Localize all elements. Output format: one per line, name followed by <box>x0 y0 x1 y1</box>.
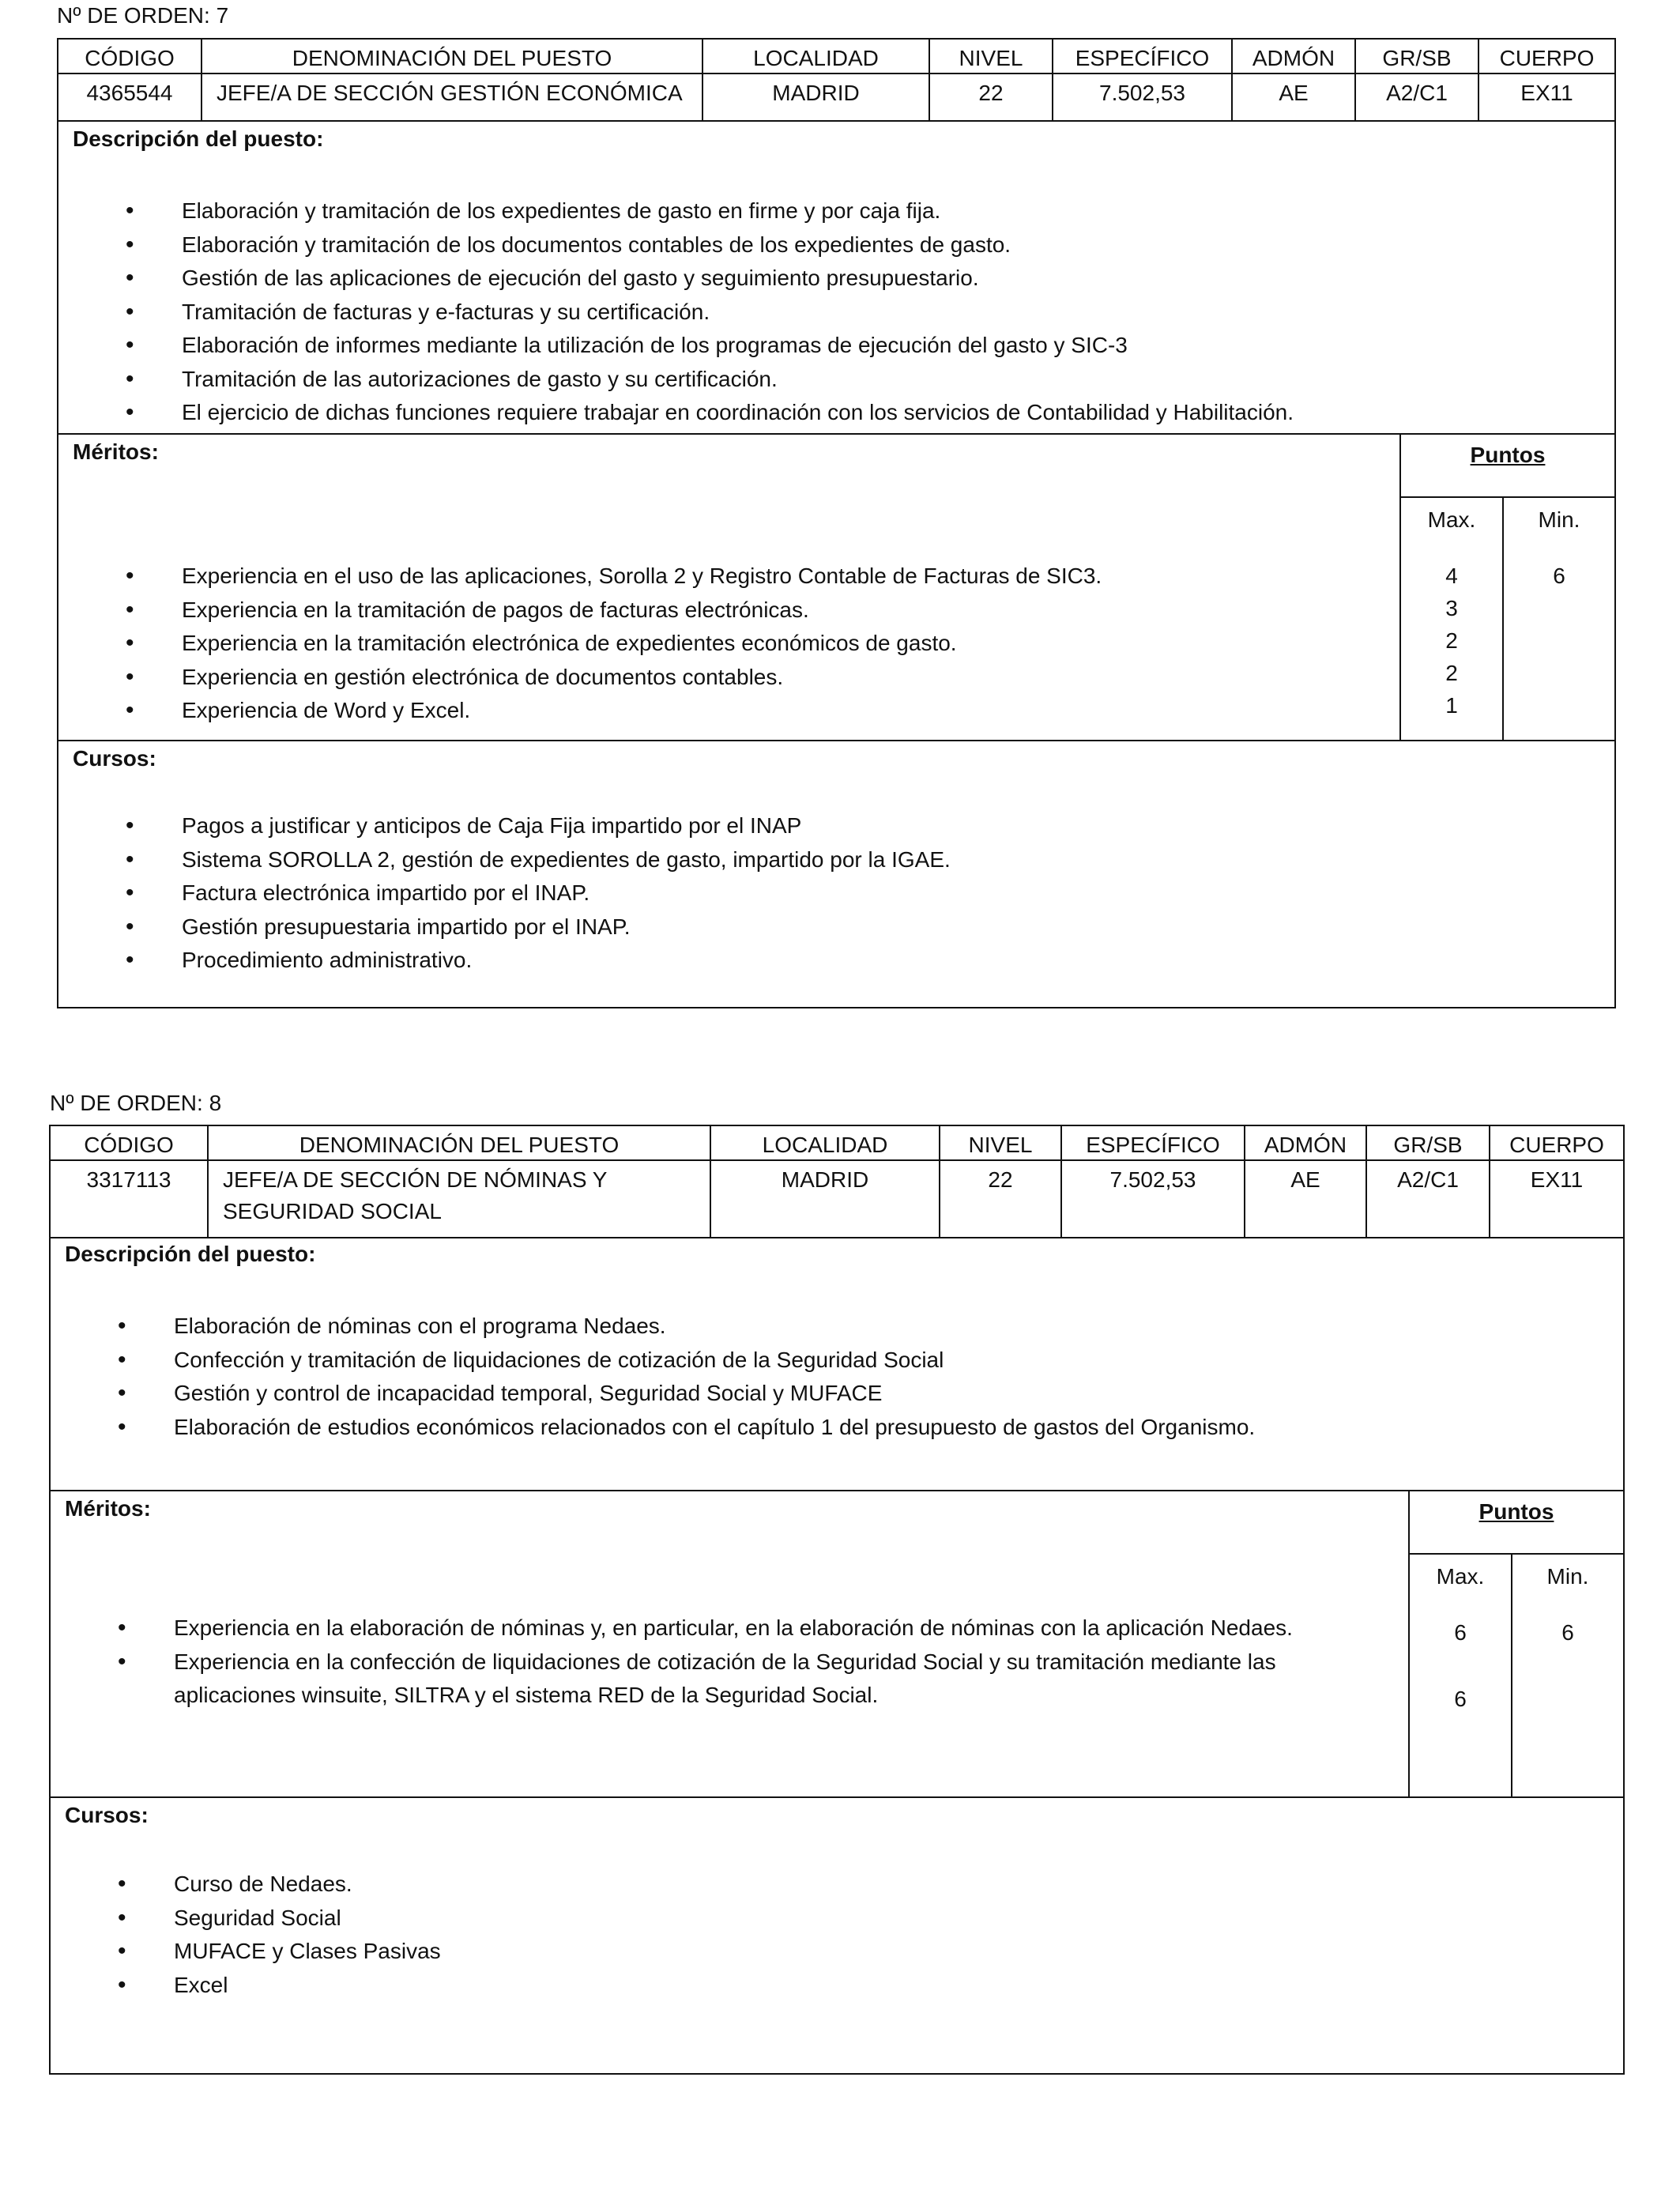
value-grsb: A2/C1 <box>1356 74 1479 120</box>
list-item: • Tramitación de facturas y e-facturas y su certificación. <box>58 296 1294 330</box>
value-denominacion <box>209 1161 711 1237</box>
cursos-section <box>58 741 1614 1002</box>
value-codigo: 3317113 <box>51 1161 209 1237</box>
min-value: 6 <box>1553 564 1565 588</box>
puntos-panel <box>1401 435 1614 740</box>
header-denominacion: DENOMINACIÓN DEL PUESTO <box>202 40 703 73</box>
value-especifico: 7.502,53 <box>1053 74 1233 120</box>
list-item: • Seguridad Social <box>51 1902 441 1936</box>
puntos-columns <box>1401 498 1614 740</box>
list-item: • Experiencia en la confección de liquidaciones de cotización de la Seguridad Social y su tramitación mediante las aplicaciones winsuite, SILTRA y el sistema RED de la Seguridad Social. <box>51 1646 1394 1713</box>
list-item: • Factura electrónica impartido por el INAP. <box>58 876 951 910</box>
max-value: 6 <box>1454 1687 1467 1711</box>
descripcion-section <box>51 1238 1623 1491</box>
value-cuerpo: EX11 <box>1520 81 1573 105</box>
max-value: 4 <box>1445 564 1458 588</box>
descripcion-list <box>51 1310 1255 1444</box>
list-item: • Pagos a justificar y anticipos de Caja Fija impartido por el INAP <box>58 809 951 843</box>
meritos-content <box>51 1491 1410 1796</box>
header-nivel: NIVEL <box>940 1126 1062 1159</box>
value-grsb: A2/C1 <box>1367 1161 1490 1237</box>
list-item: • Elaboración de estudios económicos relacionados con el capítulo 1 del presupuesto de gastos del Organismo. <box>51 1411 1255 1445</box>
header-localidad: LOCALIDAD <box>711 1126 940 1159</box>
meritos-section <box>58 435 1614 741</box>
meritos-list <box>58 560 1102 728</box>
value-admon: AE <box>1233 74 1356 120</box>
cursos-section <box>51 1798 1623 2079</box>
meritos-section <box>51 1491 1623 1798</box>
position-card <box>57 38 1616 1008</box>
min-label: Min. <box>1538 507 1580 532</box>
list-item: • Experiencia en la elaboración de nóminas y, en particular, en la elaboración de nóminas con la aplicación Nedaes. <box>51 1612 1394 1646</box>
position-card <box>49 1125 1625 2075</box>
header-row <box>51 1126 1623 1161</box>
header-admon: ADMÓN <box>1245 1126 1367 1159</box>
list-item: • MUFACE y Clases Pasivas <box>51 1935 441 1969</box>
list-item: • Experiencia en la tramitación electrónica de expedientes económicos de gasto. <box>58 627 1102 661</box>
descripcion-title: Descripción del puesto: <box>65 1242 316 1266</box>
max-label: Max. <box>1427 507 1476 532</box>
min-column <box>1512 1555 1623 1796</box>
header-denominacion: DENOMINACIÓN DEL PUESTO <box>209 1126 711 1159</box>
value-nivel: 22 <box>940 1161 1062 1237</box>
denominacion-line: JEFE/A DE SECCIÓN DE NÓMINAS Y <box>223 1167 608 1192</box>
value-localidad: MADRID <box>711 1161 940 1237</box>
value-admon: AE <box>1245 1161 1367 1237</box>
header-grsb: GR/SB <box>1356 40 1479 73</box>
list-item: • Experiencia en la tramitación de pagos de facturas electrónicas. <box>58 594 1102 628</box>
order-number: Nº DE ORDEN: 8 <box>50 1091 222 1115</box>
value-codigo: 4365544 <box>58 74 202 120</box>
descripcion-section <box>58 122 1614 435</box>
list-item: • Experiencia de Word y Excel. <box>58 694 1102 728</box>
header-row <box>58 40 1614 74</box>
value-cuerpo: EX11 <box>1530 1167 1584 1192</box>
meritos-content <box>58 435 1401 740</box>
value-especifico: 7.502,53 <box>1062 1161 1245 1237</box>
min-value: 6 <box>1561 1620 1574 1645</box>
value-nivel: 22 <box>930 74 1053 120</box>
cursos-title: Cursos: <box>73 746 156 771</box>
header-localidad: LOCALIDAD <box>703 40 930 73</box>
list-item: • Experiencia en el uso de las aplicaciones, Sorolla 2 y Registro Contable de Facturas de SIC3. <box>58 560 1102 594</box>
list-item: • Elaboración y tramitación de los documentos contables de los expedientes de gasto. <box>58 228 1294 262</box>
list-item: • Excel <box>51 1969 441 2003</box>
min-label: Min. <box>1546 1564 1589 1589</box>
max-value: 1 <box>1445 693 1458 718</box>
list-item: • Tramitación de las autorizaciones de gasto y su certificación. <box>58 363 1294 397</box>
header-grsb: GR/SB <box>1367 1126 1490 1159</box>
list-item: • Elaboración de informes mediante la utilización de los programas de ejecución del gasto y SIC-3 <box>58 329 1294 363</box>
header-codigo: CÓDIGO <box>58 40 202 73</box>
cursos-list <box>51 1868 441 2002</box>
list-item: • Elaboración de nóminas con el programa Nedaes. <box>51 1310 1255 1344</box>
meritos-list <box>51 1612 1394 1713</box>
max-value: 3 <box>1445 596 1458 620</box>
max-value: 2 <box>1445 661 1458 685</box>
list-item: • Curso de Nedaes. <box>51 1868 441 1902</box>
header-especifico: ESPECÍFICO <box>1053 40 1233 73</box>
meritos-title: Méritos: <box>73 439 159 464</box>
puntos-panel <box>1410 1491 1623 1796</box>
list-item: • El ejercicio de dichas funciones requiere trabajar en coordinación con los servicios de Contabilidad y Habilitación. <box>58 396 1294 430</box>
max-column <box>1401 498 1504 740</box>
max-label: Max. <box>1436 1564 1485 1589</box>
descripcion-list <box>58 194 1294 430</box>
header-admon: ADMÓN <box>1233 40 1356 73</box>
max-value: 6 <box>1454 1620 1467 1645</box>
values-row <box>51 1161 1623 1238</box>
order-number: Nº DE ORDEN: 7 <box>57 3 229 28</box>
list-item: • Procedimiento administrativo. <box>58 944 951 978</box>
header-cuerpo: CUERPO <box>1509 1133 1604 1157</box>
list-item: • Gestión y control de incapacidad temporal, Seguridad Social y MUFACE <box>51 1377 1255 1411</box>
list-item: • Gestión presupuestaria impartido por el INAP. <box>58 910 951 944</box>
list-item: • Experiencia en gestión electrónica de documentos contables. <box>58 661 1102 695</box>
header-nivel: NIVEL <box>930 40 1053 73</box>
cursos-list <box>58 809 951 978</box>
header-codigo: CÓDIGO <box>51 1126 209 1159</box>
descripcion-title: Descripción del puesto: <box>73 126 324 151</box>
cursos-title: Cursos: <box>65 1803 149 1827</box>
value-denominacion: JEFE/A DE SECCIÓN GESTIÓN ECONÓMICA <box>202 74 703 120</box>
puntos-columns <box>1410 1555 1623 1796</box>
min-column <box>1504 498 1614 740</box>
header-especifico: ESPECÍFICO <box>1062 1126 1245 1159</box>
value-localidad: MADRID <box>703 74 930 120</box>
list-item: • Elaboración y tramitación de los expedientes de gasto en firme y por caja fija. <box>58 194 1294 228</box>
values-row <box>58 74 1614 122</box>
list-item: • Sistema SOROLLA 2, gestión de expedientes de gasto, impartido por la IGAE. <box>58 843 951 877</box>
puntos-title: Puntos <box>1401 435 1614 498</box>
denominacion-line: SEGURIDAD SOCIAL <box>223 1199 442 1223</box>
list-item: • Confección y tramitación de liquidaciones de cotización de la Seguridad Social <box>51 1344 1255 1378</box>
meritos-title: Méritos: <box>65 1496 151 1521</box>
max-column <box>1410 1555 1512 1796</box>
list-item: • Gestión de las aplicaciones de ejecución del gasto y seguimiento presupuestario. <box>58 262 1294 296</box>
header-cuerpo: CUERPO <box>1499 46 1595 70</box>
puntos-title: Puntos <box>1410 1491 1623 1555</box>
max-value: 2 <box>1445 628 1458 653</box>
